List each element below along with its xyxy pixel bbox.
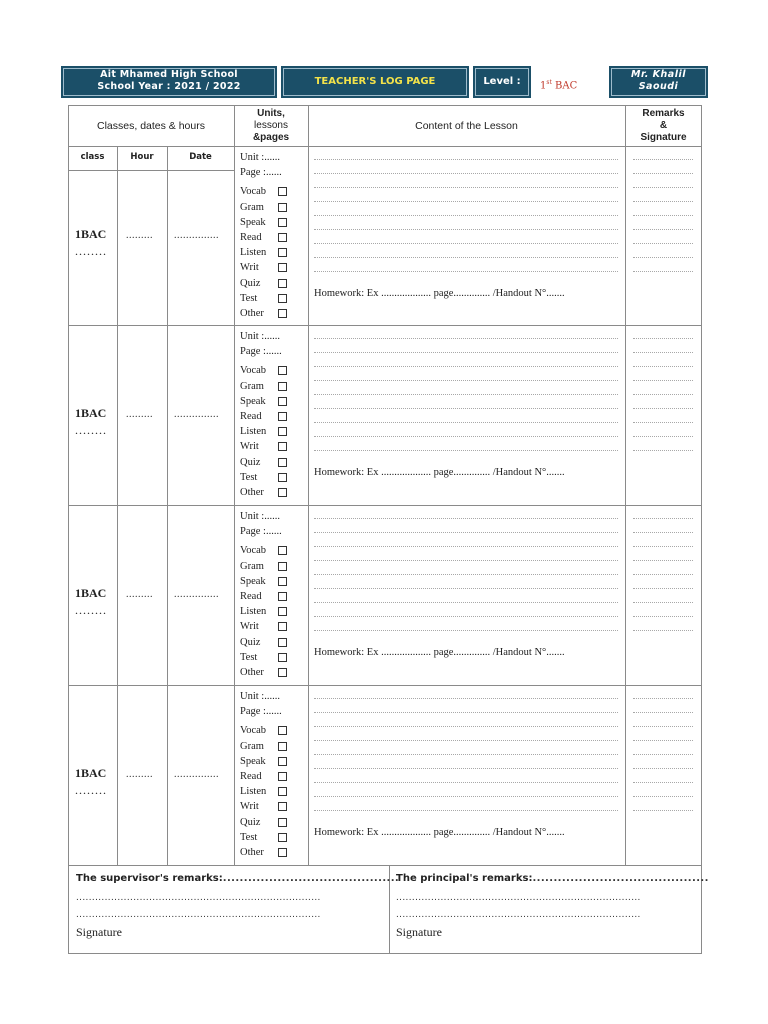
skill-row [240, 439, 302, 454]
remark-line [633, 422, 693, 423]
skill-label: Speak [240, 395, 266, 407]
class-cell [75, 766, 107, 798]
skill-label: Quiz [240, 456, 261, 468]
skill-checkbox[interactable] [278, 772, 287, 781]
col-header-remarks-line3: Signature [640, 132, 687, 143]
teacher-name-line1: Mr. Khalil [630, 69, 686, 80]
remark-line [633, 754, 693, 755]
skill-checkbox[interactable] [278, 562, 287, 571]
content-line [314, 243, 618, 244]
skill-row [240, 306, 302, 321]
page-field: Page :...... [240, 706, 282, 718]
skill-checkbox[interactable] [278, 382, 287, 391]
content-line [314, 408, 618, 409]
skill-label: Speak [240, 216, 266, 228]
skill-checkbox[interactable] [278, 638, 287, 647]
teacher-name-box [609, 66, 708, 98]
principal-dots-1: .......................................... [532, 873, 709, 884]
remark-line [633, 436, 693, 437]
page-field: Page :...... [240, 346, 282, 358]
skill-checkbox[interactable] [278, 833, 287, 842]
col-header-remarks [625, 108, 702, 144]
skill-checkbox[interactable] [278, 802, 287, 811]
level-number: 1 [540, 80, 547, 92]
skill-label: Test [240, 292, 258, 304]
subcol-divider [68, 170, 234, 171]
date-dots: ............... [174, 230, 219, 241]
skill-row [240, 815, 302, 830]
skill-row [240, 215, 302, 230]
skill-label: Writ [240, 621, 259, 633]
page-field: Page :...... [240, 167, 282, 179]
subheader-date: Date [189, 152, 212, 162]
remark-line [633, 602, 693, 603]
skill-label: Gram [240, 201, 264, 213]
remark-line [633, 159, 693, 160]
skill-row [240, 276, 302, 291]
skill-label: Vocab [240, 186, 267, 198]
content-line [314, 187, 618, 188]
skill-row [240, 739, 302, 754]
content-line [314, 712, 618, 713]
skill-checkbox[interactable] [278, 187, 287, 196]
content-line [314, 768, 618, 769]
class-cell [75, 406, 107, 438]
hour-dots: ......... [126, 769, 153, 780]
skill-label: Listen [240, 606, 267, 618]
skill-checkbox[interactable] [278, 218, 287, 227]
content-line [314, 726, 618, 727]
remark-line [633, 588, 693, 589]
content-line [314, 366, 618, 367]
col-header-units [234, 108, 308, 144]
skill-checkbox[interactable] [278, 848, 287, 857]
content-line [314, 229, 618, 230]
content-line [314, 518, 618, 519]
remark-line [633, 768, 693, 769]
remark-line [633, 338, 693, 339]
content-line [314, 271, 618, 272]
homework-line: Homework: Ex ................... page.............. /Handout N°....... [314, 827, 565, 838]
remark-line [633, 187, 693, 188]
class-dots: ........ [75, 603, 107, 617]
skill-row [240, 589, 302, 604]
hour-dots: ......... [126, 589, 153, 600]
skill-checkbox[interactable] [278, 757, 287, 766]
skill-checkbox[interactable] [278, 427, 287, 436]
skill-row [240, 650, 302, 665]
skill-checkbox[interactable] [278, 668, 287, 677]
skill-checkbox[interactable] [278, 653, 287, 662]
remark-line [633, 215, 693, 216]
skill-label: Test [240, 831, 258, 843]
col-header-units-line3: &pages [252, 132, 290, 143]
skill-label: Test [240, 651, 258, 663]
skill-label: Test [240, 471, 258, 483]
principal-remarks-label [396, 873, 709, 884]
content-line [314, 588, 618, 589]
content-line [314, 574, 618, 575]
row-divider-footer [68, 865, 702, 866]
content-line [314, 754, 618, 755]
content-line [314, 257, 618, 258]
skill-row [240, 470, 302, 485]
remark-line [633, 408, 693, 409]
remark-line [633, 380, 693, 381]
content-line [314, 159, 618, 160]
skill-label: Speak [240, 755, 266, 767]
remark-line [633, 450, 693, 451]
skill-checkbox[interactable] [278, 279, 287, 288]
skill-row [240, 619, 302, 634]
skill-row [240, 799, 302, 814]
unit-field: Unit :...... [240, 331, 280, 342]
remark-line [633, 532, 693, 533]
skill-label: Writ [240, 441, 259, 453]
supervisor-remarks-label [76, 873, 399, 884]
header-divider [308, 146, 702, 147]
content-line [314, 616, 618, 617]
content-line [314, 201, 618, 202]
subheader-divider [68, 146, 308, 147]
skill-label: Gram [240, 740, 264, 752]
class-dots: ........ [75, 244, 107, 258]
content-line [314, 630, 618, 631]
skill-checkbox[interactable] [278, 203, 287, 212]
skill-checkbox[interactable] [278, 818, 287, 827]
content-line [314, 546, 618, 547]
remark-line [633, 546, 693, 547]
content-line [314, 436, 618, 437]
remark-line [633, 810, 693, 811]
remark-line [633, 271, 693, 272]
skill-row [240, 574, 302, 589]
skill-row [240, 230, 302, 245]
skill-label: Quiz [240, 277, 261, 289]
content-line [314, 740, 618, 741]
hour-dots: ......... [126, 230, 153, 241]
skill-row [240, 543, 302, 558]
skill-label: Vocab [240, 545, 267, 557]
skill-label: Read [240, 590, 262, 602]
skill-label: Speak [240, 575, 266, 587]
skill-row [240, 604, 302, 619]
supervisor-dots-3: ............................................................................. [76, 909, 321, 920]
class-cell [75, 227, 107, 259]
skill-checkbox[interactable] [278, 742, 287, 751]
col-header-units-line1: Units, [257, 108, 285, 119]
skill-checkbox[interactable] [278, 248, 287, 257]
skill-label: Writ [240, 801, 259, 813]
supervisor-remarks-title: The supervisor's remarks: [76, 873, 223, 884]
col-header-remarks-line2: & [659, 120, 668, 131]
skill-label: Other [240, 666, 264, 678]
skill-checkbox[interactable] [278, 309, 287, 318]
skill-row [240, 184, 302, 199]
skill-row [240, 723, 302, 738]
skill-row [240, 845, 302, 860]
skill-label: Writ [240, 262, 259, 274]
class-label: 1BAC [75, 766, 107, 780]
content-line [314, 698, 618, 699]
skill-label: Other [240, 846, 264, 858]
remark-line [633, 782, 693, 783]
content-line [314, 810, 618, 811]
principal-remarks-title: The principal's remarks: [396, 873, 533, 884]
skill-checkbox[interactable] [278, 473, 287, 482]
content-line [314, 173, 618, 174]
remark-line [633, 726, 693, 727]
skill-row [240, 665, 302, 680]
col-header-content: Content of the Lesson [415, 120, 518, 132]
remark-line [633, 518, 693, 519]
skill-row [240, 394, 302, 409]
skill-row [240, 635, 302, 650]
content-line [314, 352, 618, 353]
principal-dots-2: ............................................................................. [396, 892, 641, 903]
skill-row [240, 291, 302, 306]
remark-line [633, 366, 693, 367]
level-suffix: st [546, 79, 552, 86]
col-divider-units [234, 105, 235, 865]
remark-line [633, 243, 693, 244]
skill-checkbox[interactable] [278, 263, 287, 272]
content-line [314, 782, 618, 783]
remark-line [633, 201, 693, 202]
skill-checkbox[interactable] [278, 397, 287, 406]
teacher-name-line2: Saoudi [638, 81, 679, 92]
remark-line [633, 394, 693, 395]
skill-row [240, 830, 302, 845]
skill-checkbox[interactable] [278, 294, 287, 303]
supervisor-dots-1: .......................................... [222, 873, 400, 884]
unit-field: Unit :...... [240, 152, 280, 163]
subheader-hour: Hour [130, 152, 154, 162]
skill-label: Quiz [240, 636, 261, 648]
unit-checklist [240, 150, 302, 321]
class-dots: ........ [75, 783, 107, 797]
level-value [540, 66, 577, 98]
remark-line [633, 560, 693, 561]
row-divider-1 [68, 325, 702, 326]
skill-checkbox[interactable] [278, 442, 287, 451]
skill-checkbox[interactable] [278, 458, 287, 467]
skill-label: Quiz [240, 816, 261, 828]
homework-line: Homework: Ex ................... page.............. /Handout N°....... [314, 467, 565, 478]
remark-line [633, 740, 693, 741]
remark-line [633, 173, 693, 174]
row-divider-2 [68, 505, 702, 506]
page-field: Page :...... [240, 526, 282, 538]
unit-checklist [240, 689, 302, 860]
skill-row [240, 260, 302, 275]
remark-line [633, 257, 693, 258]
skill-label: Other [240, 307, 264, 319]
unit-field: Unit :...... [240, 511, 280, 522]
skill-checkbox[interactable] [278, 577, 287, 586]
skill-checkbox[interactable] [278, 233, 287, 242]
skill-label: Listen [240, 786, 267, 798]
col-header-units-line2: lessons [254, 120, 288, 131]
skill-label: Gram [240, 380, 264, 392]
date-dots: ............... [174, 589, 219, 600]
col-header-classes: Classes, dates & hours [97, 120, 205, 132]
content-line [314, 422, 618, 423]
class-cell [75, 586, 107, 618]
skill-row [240, 200, 302, 215]
page-title: TEACHER'S LOG PAGE [281, 66, 469, 98]
class-label: 1BAC [75, 586, 107, 600]
principal-signature: Signature [396, 925, 442, 939]
remark-line [633, 630, 693, 631]
skill-checkbox[interactable] [278, 787, 287, 796]
skill-label: Read [240, 231, 262, 243]
skill-label: Read [240, 410, 262, 422]
skill-row [240, 424, 302, 439]
principal-dots-3: ............................................................................. [396, 909, 641, 920]
skill-checkbox[interactable] [278, 366, 287, 375]
content-line [314, 215, 618, 216]
skill-row [240, 559, 302, 574]
col-divider-content [308, 105, 309, 865]
supervisor-signature: Signature [76, 925, 122, 939]
date-dots: ............... [174, 409, 219, 420]
skill-label: Listen [240, 426, 267, 438]
remark-line [633, 229, 693, 230]
skill-checkbox[interactable] [278, 592, 287, 601]
date-dots: ............... [174, 769, 219, 780]
skill-checkbox[interactable] [278, 622, 287, 631]
content-line [314, 338, 618, 339]
class-label: 1BAC [75, 406, 107, 420]
subheader-class: class [80, 152, 105, 162]
skill-checkbox[interactable] [278, 726, 287, 735]
unit-field: Unit :...... [240, 691, 280, 702]
content-line [314, 796, 618, 797]
skill-label: Listen [240, 247, 267, 259]
remark-line [633, 796, 693, 797]
content-line [314, 450, 618, 451]
unit-checklist [240, 329, 302, 500]
remark-line [633, 698, 693, 699]
school-name: Ait Mhamed High School [100, 69, 238, 80]
skill-row [240, 409, 302, 424]
content-line [314, 532, 618, 533]
unit-checklist [240, 509, 302, 680]
col-divider-remarks [625, 105, 626, 865]
skill-row [240, 379, 302, 394]
content-line [314, 394, 618, 395]
skill-row [240, 754, 302, 769]
row-divider-3 [68, 685, 702, 686]
school-year: School Year : 2021 / 2022 [97, 81, 241, 92]
skill-row [240, 363, 302, 378]
level-label: Level : [473, 66, 531, 98]
remark-line [633, 574, 693, 575]
remark-line [633, 712, 693, 713]
skill-row [240, 245, 302, 260]
content-line [314, 602, 618, 603]
supervisor-dots-2: ............................................................................. [76, 892, 321, 903]
col-header-remarks-line1: Remarks [642, 108, 685, 119]
skill-row [240, 784, 302, 799]
remark-line [633, 352, 693, 353]
skill-row [240, 485, 302, 500]
hour-dots: ......... [126, 409, 153, 420]
content-line [314, 560, 618, 561]
level-track: BAC [551, 80, 578, 92]
skill-row [240, 455, 302, 470]
skill-checkbox[interactable] [278, 607, 287, 616]
skill-checkbox[interactable] [278, 488, 287, 497]
class-dots: ........ [75, 423, 107, 437]
school-info-box [61, 66, 277, 98]
class-label: 1BAC [75, 227, 107, 241]
skill-label: Vocab [240, 725, 267, 737]
skill-label: Gram [240, 560, 264, 572]
homework-line: Homework: Ex ................... page.............. /Handout N°....... [314, 288, 565, 299]
skill-checkbox[interactable] [278, 546, 287, 555]
content-line [314, 380, 618, 381]
remark-line [633, 616, 693, 617]
skill-label: Read [240, 770, 262, 782]
skill-label: Other [240, 486, 264, 498]
skill-row [240, 769, 302, 784]
skill-checkbox[interactable] [278, 412, 287, 421]
homework-line: Homework: Ex ................... page.............. /Handout N°....... [314, 647, 565, 658]
skill-label: Vocab [240, 365, 267, 377]
